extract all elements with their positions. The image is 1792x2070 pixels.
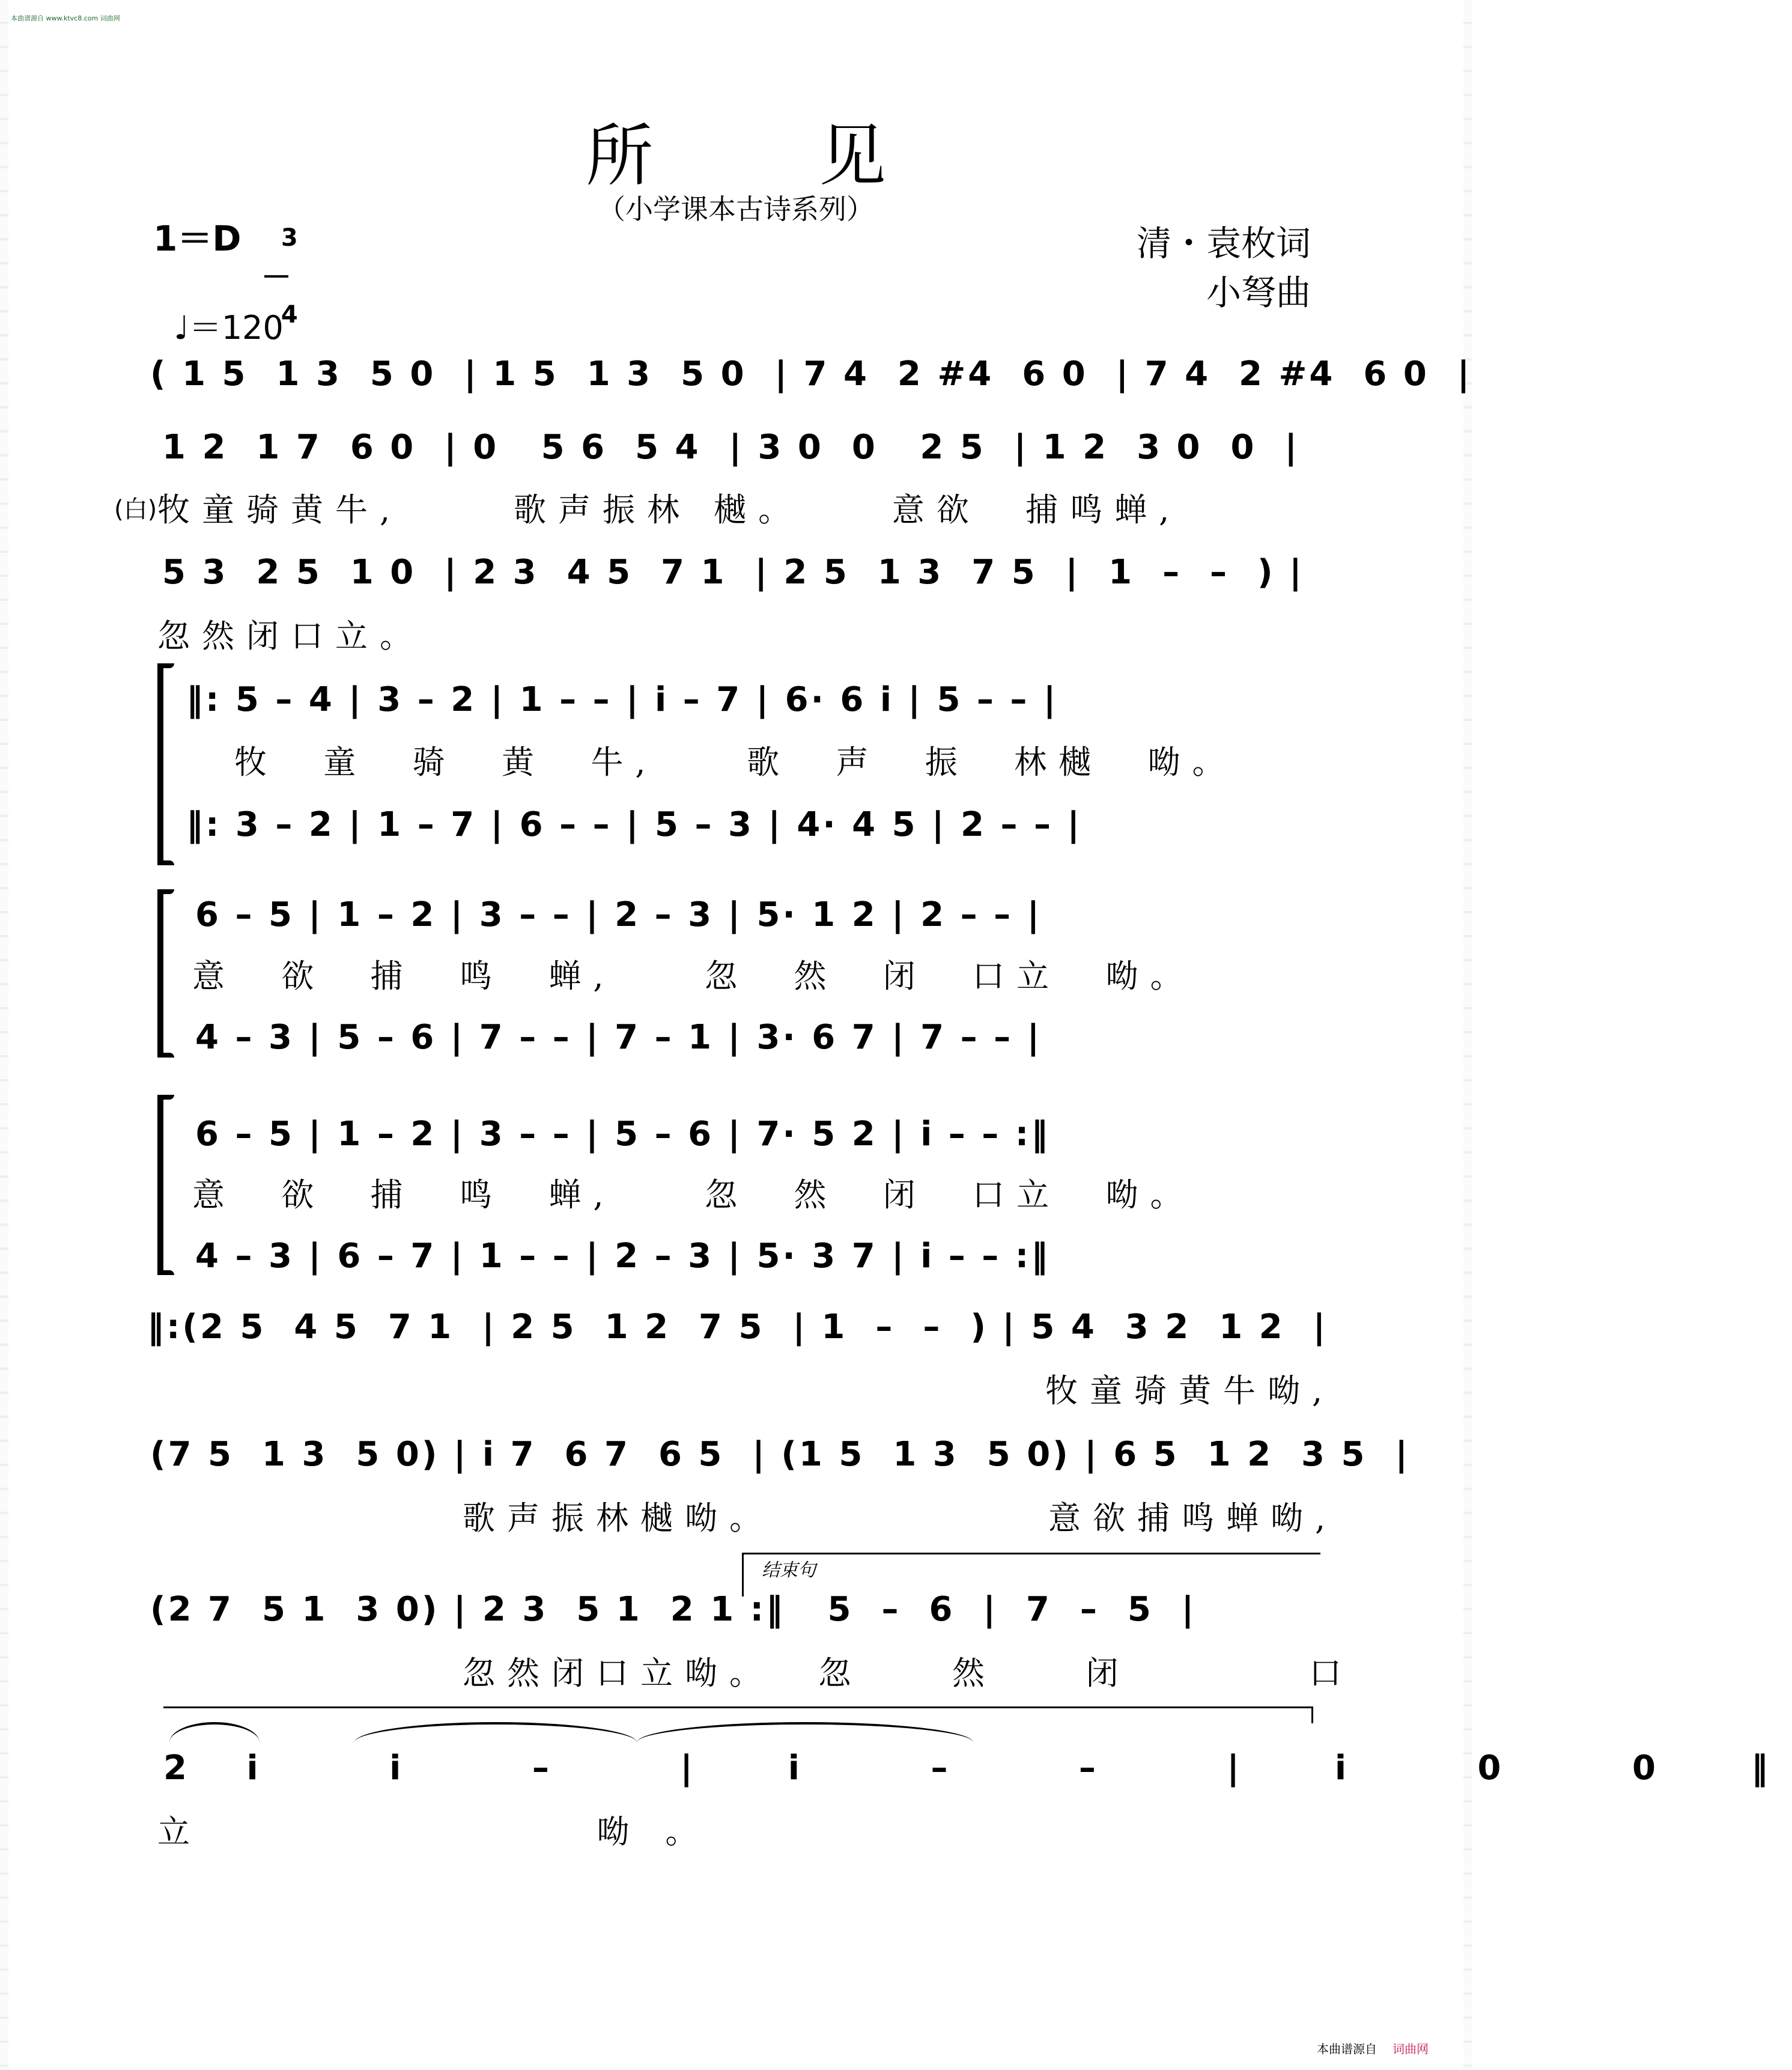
score-section1-voice2: ‖: 3 – 2 | 1 – 7 | 6 – – | 5 – 3 | 4· 4 5 | 2 – – | xyxy=(186,805,1082,844)
score-part4-line-1: ‖:(2 5 4 5 7 1 | 2 5 1 2 7 5 | 1 – – ) | 5 4 3 2 1 2 | xyxy=(147,1307,1328,1347)
lyric-section1: 牧 童 骑 黄 牛, 歌 声 振 林樾 呦。 xyxy=(234,743,1237,781)
score-section2-voice2: 4 – 3 | 5 – 6 | 7 – – | 7 – 1 | 3· 6 7 | 7 – – | xyxy=(195,1018,1042,1057)
ending-bracket-end xyxy=(1311,1706,1313,1723)
quarter-note-icon: ♩ xyxy=(174,309,189,347)
score-part4-line-3: (2 7 5 1 3 0) | 2 3 5 1 2 1 :‖ 5 – 6 | 7 – 5 | xyxy=(150,1590,1197,1629)
footer-site-link[interactable]: 词曲网 xyxy=(1393,2042,1429,2056)
time-signature-bottom: 4 xyxy=(281,301,298,329)
score-intro-line-3: 5 3 2 5 1 0 | 2 3 4 5 7 1 | 2 5 1 3 7 5 | 1 – – ) | xyxy=(162,553,1304,592)
ending-label: 结束句 xyxy=(762,1560,816,1581)
lyric-intro-line-2: 牧童骑黄牛, 歌声振林 樾。 意欲 捕鸣蝉, xyxy=(157,491,1182,529)
score-section3-voice2: 4 – 3 | 6 – 7 | 1 – – | 2 – 3 | 5· 3 7 | i – – :‖ xyxy=(195,1237,1051,1276)
lyric-intro-line-3: 忽然闭口立。 xyxy=(157,617,424,655)
slur xyxy=(169,1722,260,1743)
lyric-ending-line: 立 呦。 xyxy=(157,1813,734,1851)
lyric-part4-line-3: 忽然闭口立呦。 忽 然 闭 口 xyxy=(463,1654,1353,1692)
score-section3-voice1: 6 – 5 | 1 – 2 | 3 – – | 5 – 6 | 7· 5 2 | i – – :‖ xyxy=(195,1115,1051,1154)
subtitle: （小学课本古诗系列） xyxy=(598,193,874,225)
score-ending-line: 2 i i – | i – – | i 0 0 ‖ xyxy=(163,1749,1792,1788)
header-source-text: 本曲谱源自 www.ktvc8.com 词曲网 xyxy=(11,14,120,22)
score-intro-line-2: 1 2 1 7 6 0 | 0 5 6 5 4 | 3 0 0 2 5 | 1 2 3 0 0 | xyxy=(162,428,1299,467)
footer-source: 本曲谱源自 xyxy=(1317,2042,1377,2056)
lyricist-credit: 清・袁枚词 xyxy=(1136,223,1311,264)
score-intro-line-1: ( 1 5 1 3 5 0 | 1 5 1 3 5 0 | 7 4 2 #4 6 0 | 7 4 2 #4 6 0 | xyxy=(150,355,1472,394)
lyric-part4-line-1: 牧童骑黄牛呦, xyxy=(1045,1372,1335,1410)
page-title: 所 见 xyxy=(586,117,958,195)
score-part4-line-2: (7 5 1 3 5 0) | i 7 6 7 6 5 | (1 5 1 3 5 0) | 6 5 1 2 3 5 | xyxy=(150,1435,1410,1474)
system-brace xyxy=(157,663,163,865)
slur xyxy=(354,1722,637,1743)
spoken-prefix: (白) xyxy=(114,496,157,523)
slur xyxy=(637,1722,973,1743)
time-signature-top: 3 xyxy=(281,224,298,252)
system-brace xyxy=(157,1095,163,1275)
lyric-section2: 意 欲 捕 鸣 蝉, 忽 然 闭 口立 呦。 xyxy=(192,957,1195,995)
score-section2-voice1: 6 – 5 | 1 – 2 | 3 – – | 2 – 3 | 5· 1 2 | 2 – – | xyxy=(195,895,1042,934)
composer-credit: 小弩曲 xyxy=(1206,272,1311,313)
lyric-section3: 意 欲 捕 鸣 蝉, 忽 然 闭 口立 呦。 xyxy=(192,1176,1195,1214)
tempo-marking xyxy=(153,264,284,349)
system-brace xyxy=(157,889,163,1058)
page-edge-strip-left xyxy=(0,0,8,2070)
key-signature: 1＝D xyxy=(153,218,241,259)
tempo-value: ＝120 xyxy=(189,309,284,347)
score-section1-voice1: ‖: 5 – 4 | 3 – 2 | 1 – – | i – 7 | 6· 6 i | 5 – – | xyxy=(186,680,1058,719)
lyric-part4-line-2a: 歌声振林樾呦。 xyxy=(463,1499,774,1537)
ending-bracket-line xyxy=(163,1706,1313,1708)
lyric-part4-line-2b: 意欲捕鸣蝉呦, xyxy=(1048,1499,1338,1537)
